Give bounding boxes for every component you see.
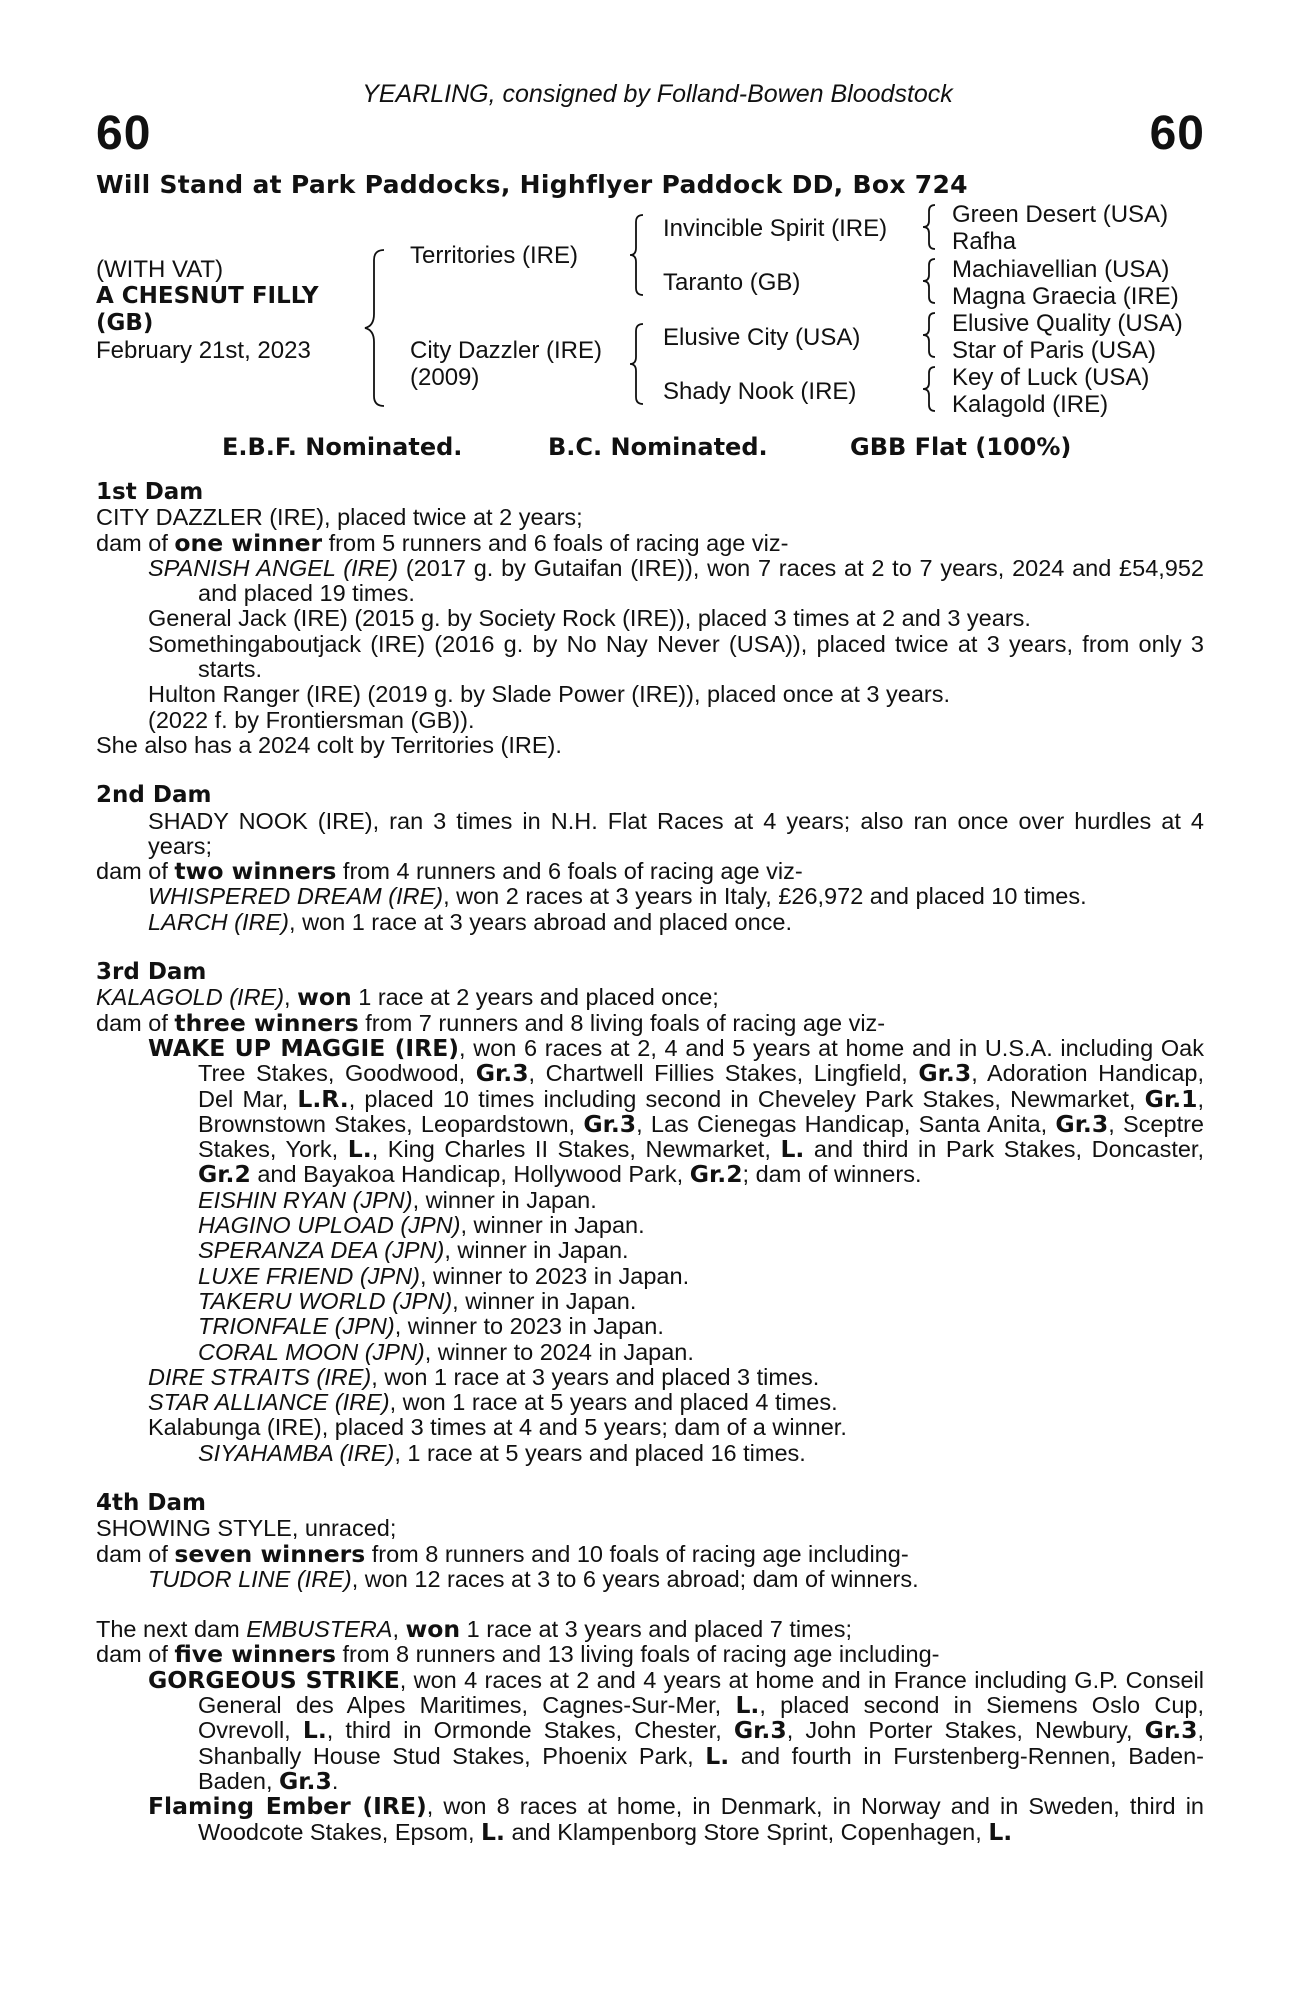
gbb-flat: GBB Flat (100%) bbox=[850, 433, 1072, 461]
first-dam-also: She also has a 2024 colt by Territories (IRE). bbox=[96, 731, 562, 758]
grand-offspring-entry: TRIONFALE (JPN), winner to 2023 in Japan. bbox=[198, 1313, 664, 1340]
first-dam-produce: dam of one winner from 5 runners and 6 foals of racing age viz- bbox=[96, 528, 789, 557]
grand-offspring-entry: CORAL MOON (JPN), winner to 2024 in Japan. bbox=[198, 1338, 694, 1365]
pedigree-brace-dd bbox=[920, 365, 940, 413]
pedigree-dsd: Star of Paris (USA) bbox=[952, 337, 1157, 364]
pedigree-sire-dam: Taranto (GB) bbox=[663, 269, 801, 296]
pedigree-brace-ds bbox=[920, 311, 940, 359]
stand-location: Will Stand at Park Paddocks, Highflyer Paddock DD, Box 724 bbox=[96, 170, 968, 199]
vat-note: (WITH VAT) bbox=[96, 256, 224, 283]
offspring-entry: STAR ALLIANCE (IRE), won 1 race at 5 years and placed 4 times. bbox=[148, 1389, 838, 1416]
offspring-entry: TUDOR LINE (IRE), won 12 races at 3 to 6 years abroad; dam of winners. bbox=[148, 1565, 919, 1592]
fourth-dam-intro: SHOWING STYLE, unraced; bbox=[96, 1515, 397, 1542]
pedigree-sire: Territories (IRE) bbox=[410, 242, 579, 269]
offspring-entry: LARCH (IRE), won 1 race at 3 years abroad and placed once. bbox=[148, 908, 792, 935]
pedigree-sdd: Magna Graecia (IRE) bbox=[952, 283, 1179, 310]
offspring-entry: Kalabunga (IRE), placed 3 times at 4 and 5 years; dam of a winner. bbox=[148, 1414, 847, 1441]
grand-offspring-entry: LUXE FRIEND (JPN), winner to 2023 in Japan. bbox=[198, 1262, 690, 1289]
ebf-nomination: E.B.F. Nominated. bbox=[222, 433, 463, 461]
pedigree-brace-sd bbox=[920, 257, 940, 305]
pedigree-sds: Machiavellian (USA) bbox=[952, 256, 1170, 283]
pedigree-brace-dam bbox=[627, 322, 649, 406]
second-dam-intro: SHADY NOOK (IRE), ran 3 times in N.H. Flat Races at 4 years; also ran once over hurdles at 4 years; bbox=[148, 807, 1204, 859]
third-dam-produce: dam of three winners from 7 runners and 8 living foals of racing age viz- bbox=[96, 1008, 886, 1037]
offspring-entry: WAKE UP MAGGIE (IRE), won 6 races at 2, 4 and 5 years at home and in U.S.A. including Oak Tree Stakes, Goodwood, Gr.3, Chartwell Fillies Stakes, Lingfield, Gr.3, Adoration Handicap, Del Mar, L.R., placed 10 times including second in Cheveley Park Stakes, Newmarket, Gr.1, Brownstown Stakes, Leopardstown, Gr.3, Las Cienegas Handicap, Santa Anita, Gr.3, Sceptre Stakes, York, L., King Charles II Stakes, Newmarket, L. and third in Park Stakes, Doncaster, Gr.2 and Bayakoa Handicap, Hollywood Park, Gr.2; dam of winners. bbox=[148, 1033, 1205, 1189]
pedigree-notes bbox=[96, 480, 1204, 1845]
bc-nomination: B.C. Nominated. bbox=[548, 433, 768, 461]
pedigree-brace-main bbox=[362, 248, 392, 408]
lot-number-right: 60 bbox=[1149, 107, 1205, 160]
pedigree-dam-dam: Shady Nook (IRE) bbox=[663, 378, 857, 405]
offspring-entry: Flaming Ember (IRE), won 8 races at home, in Denmark, in Norway and in Sweden, third in Woodcote Stakes, Epsom, L. and Klampenborg Store Sprint, Copenhagen, L. bbox=[148, 1792, 1204, 1846]
offspring-entry: General Jack (IRE) (2015 g. by Society Rock (IRE)), placed 3 times at 2 and 3 years. bbox=[148, 605, 1031, 632]
grand-offspring-entry: SPERANZA DEA (JPN), winner in Japan. bbox=[198, 1237, 629, 1264]
pedigree-dam-line2: (2009) bbox=[410, 364, 480, 391]
lot-name-line1: A CHESNUT FILLY bbox=[96, 283, 319, 309]
second-dam-heading: 2nd Dam bbox=[96, 782, 212, 809]
pedigree-dam-line1: City Dazzler (IRE) bbox=[410, 337, 603, 364]
fourth-dam-heading: 4th Dam bbox=[96, 1489, 206, 1516]
next-dam-intro: The next dam EMBUSTERA, won 1 race at 3 years and placed 7 times; bbox=[96, 1615, 853, 1644]
pedigree-sire-sire: Invincible Spirit (IRE) bbox=[663, 215, 888, 242]
offspring-entry: SPANISH ANGEL (IRE) (2017 g. by Gutaifan (IRE)), won 7 races at 2 to 7 years, 2024 and £54,952 and placed 19 times. bbox=[148, 554, 1204, 607]
third-dam-heading: 3rd Dam bbox=[96, 959, 207, 986]
next-dam-produce: dam of five winners from 8 runners and 13 living foals of racing age including- bbox=[96, 1640, 940, 1669]
pedigree-dss: Elusive Quality (USA) bbox=[952, 310, 1183, 337]
spacer bbox=[96, 1592, 1204, 1617]
offspring-entry: DIRE STRAITS (IRE), won 1 race at 3 years and placed 3 times. bbox=[148, 1363, 820, 1390]
consignment-header: YEARLING, consigned by Folland-Bowen Bloodstock bbox=[362, 80, 953, 108]
offspring-entry: GORGEOUS STRIKE, won 4 races at 2 and 4 years at home and in France including G.P. Conseil General des Alpes Maritimes, Cagnes-Sur-Mer, L., placed second in Siemens Oslo Cup, Ovrevoll, L., third in Ormonde Stakes, Chester, Gr.3, John Porter Stakes, Newbury, Gr.3, Shanbally House Stud Stakes, Phoenix Park, L. and fourth in Furstenberg-Rennen, Baden-Baden, Gr.3. bbox=[148, 1665, 1205, 1795]
grand-offspring-entry: SIYAHAMBA (IRE), 1 race at 5 years and placed 16 times. bbox=[198, 1439, 806, 1466]
offspring-entry: (2022 f. by Frontiersman (GB)). bbox=[148, 706, 475, 733]
offspring-entry: Somethingaboutjack (IRE) (2016 g. by No Nay Never (USA)), placed twice at 3 years, from only 3 starts. bbox=[148, 630, 1204, 683]
pedigree-dds: Key of Luck (USA) bbox=[952, 364, 1150, 391]
offspring-entry: WHISPERED DREAM (IRE), won 2 races at 3 years in Italy, £26,972 and placed 10 times. bbox=[148, 883, 1087, 910]
first-dam-intro: CITY DAZZLER (IRE), placed twice at 2 years; bbox=[96, 504, 583, 531]
pedigree-ddd: Kalagold (IRE) bbox=[952, 391, 1109, 418]
lot-name-line2: (GB) bbox=[96, 310, 154, 336]
grand-offspring-entry: EISHIN RYAN (JPN), winner in Japan. bbox=[198, 1186, 597, 1213]
pedigree-brace-ss bbox=[920, 203, 940, 251]
pedigree-dam-sire: Elusive City (USA) bbox=[663, 324, 861, 351]
foaling-date: February 21st, 2023 bbox=[96, 337, 311, 364]
offspring-entry: Hulton Ranger (IRE) (2019 g. by Slade Power (IRE)), placed once at 3 years. bbox=[148, 681, 950, 708]
first-dam-heading: 1st Dam bbox=[96, 479, 204, 505]
grand-offspring-entry: TAKERU WORLD (JPN), winner in Japan. bbox=[198, 1287, 637, 1314]
pedigree-ssd: Rafha bbox=[952, 228, 1017, 255]
lot-number-left: 60 bbox=[96, 107, 152, 160]
third-dam-intro: KALAGOLD (IRE), won 1 race at 2 years and placed once; bbox=[96, 983, 719, 1012]
pedigree-brace-sire bbox=[627, 213, 649, 297]
pedigree-sss: Green Desert (USA) bbox=[952, 201, 1169, 228]
second-dam-produce: dam of two winners from 4 runners and 6 foals of racing age viz- bbox=[96, 857, 803, 886]
grand-offspring-entry: HAGINO UPLOAD (JPN), winner in Japan. bbox=[198, 1212, 645, 1239]
fourth-dam-produce: dam of seven winners from 8 runners and 10 foals of racing age including- bbox=[96, 1539, 909, 1568]
